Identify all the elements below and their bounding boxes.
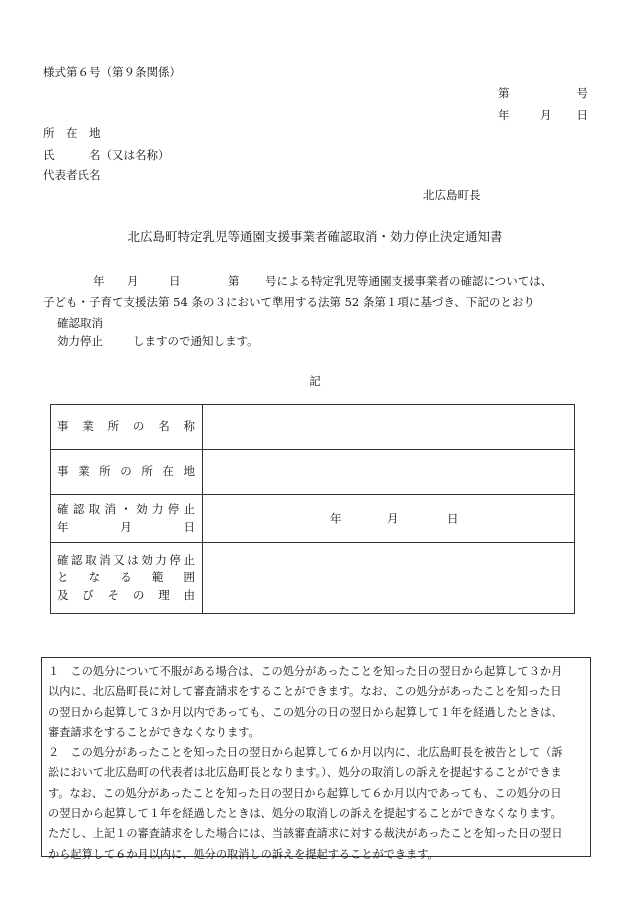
note-line: ただし、上記１の審査請求をした場合には、当該審査請求に対する裁決があったことを知った日の翌日 (48, 827, 563, 841)
date-month: 月 (540, 108, 552, 122)
label-char: 止 (183, 502, 195, 516)
label-char: 年 (57, 519, 69, 534)
label-char: 停 (169, 552, 181, 567)
table-row (51, 405, 575, 450)
note-line: 訟において北広島町の代表者は北広島町長となります。）、処分の取消しの訴えを提起することができま (48, 766, 562, 780)
note-line: １ この処分について不服がある場合は、この処分があったことを知った日の翌日から起算して３か月 (48, 665, 563, 678)
label-char: 確 (57, 552, 69, 567)
label-char: 認 (71, 552, 83, 567)
option-cancel: 確認取消 (57, 316, 103, 330)
label-char: 業 (82, 419, 94, 434)
label-char: 所 (141, 464, 153, 479)
label-char: 称 (183, 419, 195, 434)
label-char: な (88, 570, 101, 585)
notes-box (41, 657, 591, 861)
ki-heading: 記 (309, 374, 321, 388)
info-table (50, 404, 575, 614)
option-suspend: 効力停止 (57, 334, 103, 348)
document-title: 北広島町特定乳児等通園支援事業者確認取消・効力停止決定通知書 (127, 229, 503, 244)
label-char: そ (107, 587, 120, 602)
label-char: 止 (183, 552, 195, 567)
label-char: 月 (120, 519, 132, 534)
note-line: から起算して６か月以内に、処分の取消しの訴えを提起することができます。 (48, 847, 439, 861)
label-char: 力 (155, 552, 167, 567)
body-line-3-tail: しますので通知します。 (133, 334, 259, 348)
label-char: の (132, 419, 145, 434)
body-day: 日 (169, 274, 181, 288)
label-char: 日 (183, 519, 195, 534)
label-char: び (82, 587, 94, 602)
value-day: 日 (447, 510, 459, 525)
note-line: ２ この処分があったことを知った日の翌日から起算して６か月以内に、北広島町長を被告として（訴 (48, 746, 563, 760)
label-char: 在 (162, 464, 174, 479)
label-char: の (132, 587, 145, 602)
label-char: 停 (167, 502, 180, 516)
label-char: は (127, 552, 139, 567)
label-char: 消 (99, 552, 111, 567)
label-char: 確 (57, 502, 69, 516)
note-line: 審査請求をすることができなくなります。 (48, 725, 260, 739)
label-char: 及 (57, 587, 69, 602)
label-char: 取 (88, 502, 101, 516)
label-char: と (57, 570, 69, 585)
label-char: 由 (183, 587, 195, 602)
label-char: 消 (104, 502, 116, 516)
table-row (51, 450, 575, 495)
label-char: 所 (99, 464, 111, 479)
label-char: 事 (57, 419, 69, 434)
table-row (51, 543, 575, 614)
sender-mayor: 北広島町長 (423, 188, 481, 202)
note-line: の翌日から起算して３か月以内であっても、この処分の日の翌日から起算して１年を経過したときは、 (48, 705, 563, 719)
scope-reason-label (51, 543, 203, 614)
label-char: 理 (158, 587, 170, 602)
office-name-value (203, 405, 575, 450)
representative-label: 代表者氏名 (43, 168, 101, 182)
date-day: 日 (576, 108, 588, 122)
value-month: 月 (387, 510, 399, 525)
body-line-2: 子ども・子育て支援法第 54 条の３において準用する法第 52 条第１項に基づき、下記のとおり (43, 295, 535, 309)
body-year: 年 (93, 274, 105, 288)
note-line: の翌日から起算して１年を経過したときは、処分の取消しの訴えを提起することができなくなります。 (48, 807, 562, 821)
value-year: 年 (330, 510, 342, 525)
date-year: 年 (498, 108, 510, 122)
label-char: 力 (151, 502, 164, 516)
cancel-suspend-date-label (51, 495, 203, 543)
address-label: 所 在 地 (43, 126, 101, 140)
label-char: 所 (107, 419, 120, 434)
body-no-prefix: 第 (228, 274, 240, 288)
cancel-suspend-date-value (203, 495, 575, 543)
note-line: 以内に、北広島町長に対して審査請求をすることができます。なお、この処分があったことを知った日 (48, 685, 562, 699)
label-char: 効 (136, 502, 148, 516)
office-address-value (203, 450, 575, 495)
form-number: 様式第６号（第９条関係） (43, 65, 181, 79)
label-char: の (120, 464, 132, 479)
label-char: 認 (72, 502, 85, 516)
body-month: 月 (127, 274, 139, 288)
label-char: 効 (141, 552, 153, 567)
label-char: る (120, 570, 132, 585)
note-line: す。なお、この処分があったことを知った日の翌日から起算して６か月以内であっても、この処分の日 (48, 786, 562, 800)
doc-number-suffix: 号 (576, 86, 588, 100)
table-row (51, 495, 575, 543)
label-char: 事 (57, 464, 69, 479)
label-char: 名 (158, 419, 170, 434)
scope-reason-value (203, 543, 575, 614)
name-label: 氏 名（又は名称） (43, 148, 170, 162)
label-char: 地 (183, 464, 195, 479)
label-char: 囲 (183, 570, 195, 585)
label-char: 業 (78, 464, 90, 479)
doc-number-prefix: 第 (498, 86, 510, 100)
label-char: ・ (120, 502, 132, 516)
label-char: 取 (85, 552, 97, 567)
body-line1-tail: 号による特定乳児等通園支援事業者の確認については、 (265, 274, 553, 288)
label-char: 範 (151, 570, 164, 585)
label-char: 又 (113, 552, 125, 567)
office-address-label (51, 450, 203, 495)
office-name-label (51, 405, 203, 450)
